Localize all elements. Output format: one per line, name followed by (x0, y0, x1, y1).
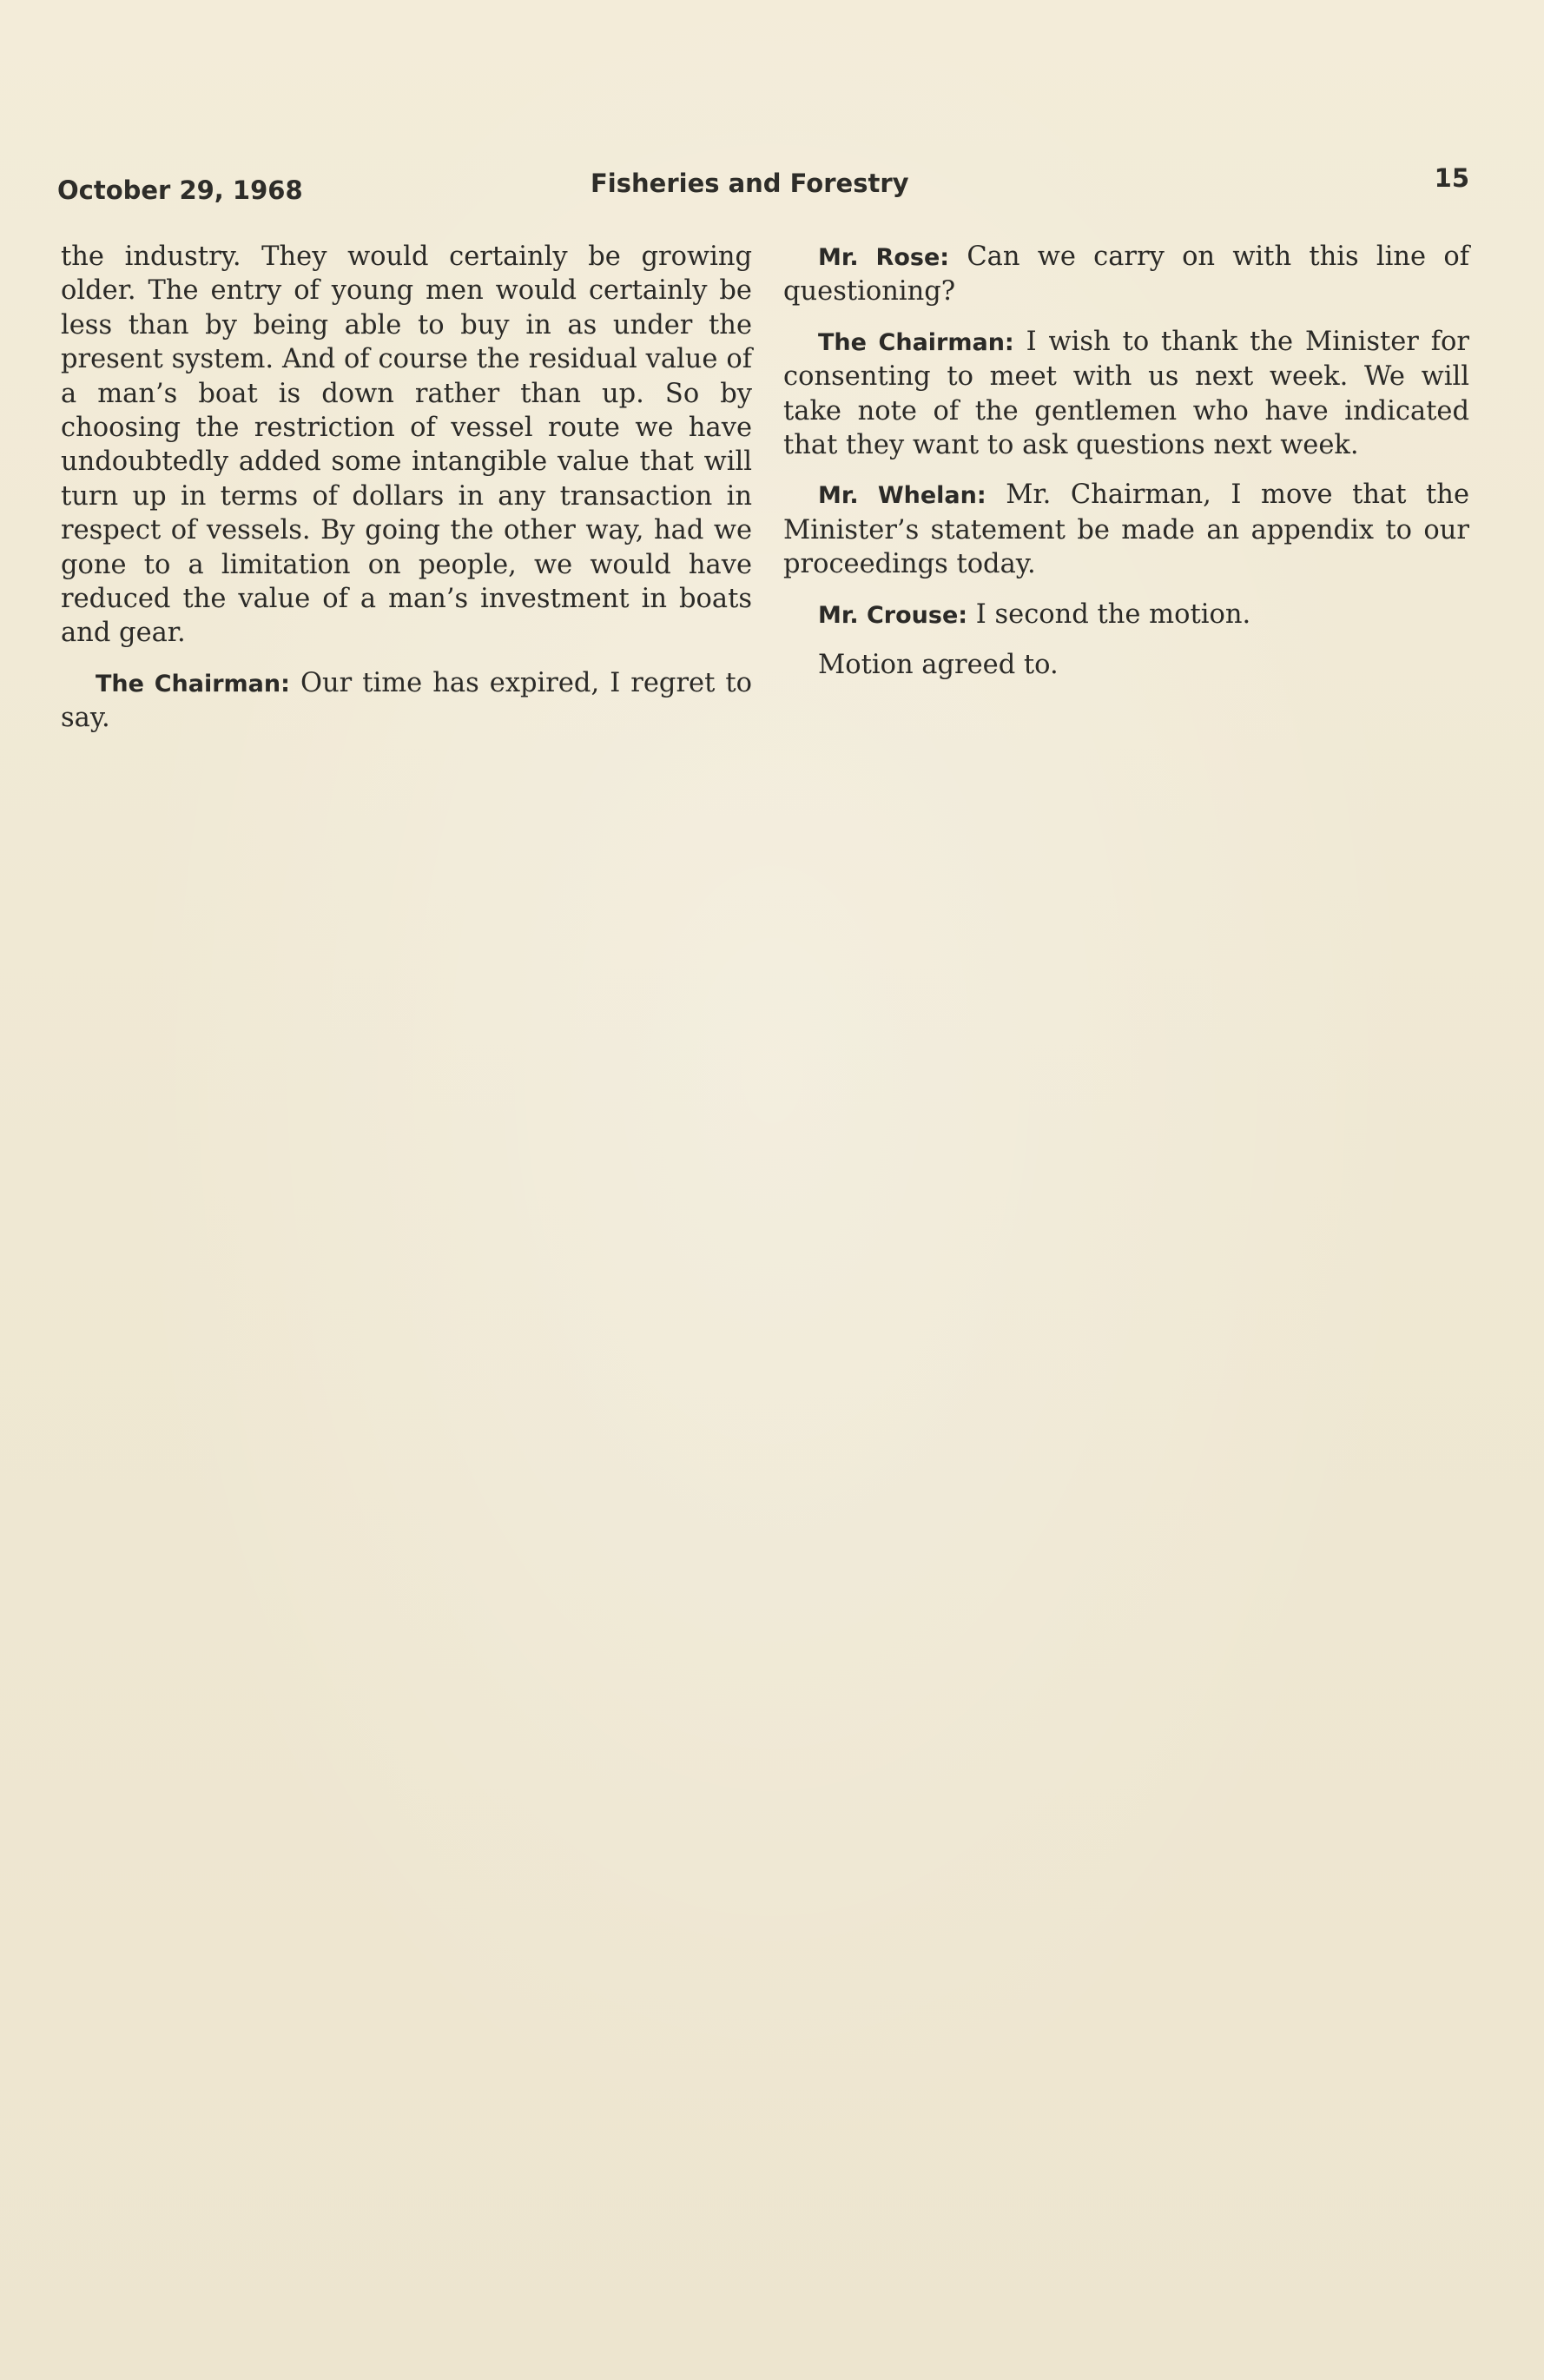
paragraph: the industry. They would certainly be growing older. The entry of young men would certainly be less than by being able to buy in as under the present system. And of course the residual value of a man’s boat is down rather than up. So by choosing the restriction of vessel route we have undoubtedly added some intangible value that will turn up in terms of dollars in any transaction in respect of vessels. By going the other way, had we gone to a limitation on people, we would have reduced the value of a man’s investment in boats and gear. (61, 241, 752, 649)
left-column (61, 240, 752, 751)
speaker-name: The Chairman: (96, 670, 290, 697)
speaker-name: The Chairman: (818, 328, 1014, 356)
speaker-name: Mr. Whelan: (818, 482, 986, 510)
speech-text: Our time has expired, I regret to say. (61, 667, 752, 734)
motion-result: Motion agreed to. (818, 650, 1059, 681)
header-date: October 29, 1968 (57, 175, 303, 205)
page-header (57, 165, 1469, 208)
speaker-paragraph (783, 325, 1469, 463)
speaker-name: Mr. Rose: (818, 244, 950, 271)
page-number: 15 (1434, 163, 1469, 193)
speech-text: Mr. Chairman, I move that the Minister’s statement be made an appendix to our proceedings today. (783, 479, 1469, 580)
speaker-name: Mr. Crouse: (818, 601, 968, 629)
right-column (783, 240, 1469, 697)
speaker-paragraph (783, 598, 1469, 632)
speaker-paragraph (61, 666, 752, 736)
speech-text: I second the motion. (967, 598, 1251, 630)
speaker-paragraph (783, 240, 1469, 309)
speech-text: Can we carry on with this line of questioning? (783, 241, 1470, 307)
speech-text: I wish to thank the Minister for consenting to meet with us next week. We will take note of the gentlemen who have indicated that they want to ask questions next week. (783, 326, 1469, 461)
speaker-paragraph (783, 478, 1469, 581)
header-title: Fisheries and Forestry (591, 169, 909, 198)
